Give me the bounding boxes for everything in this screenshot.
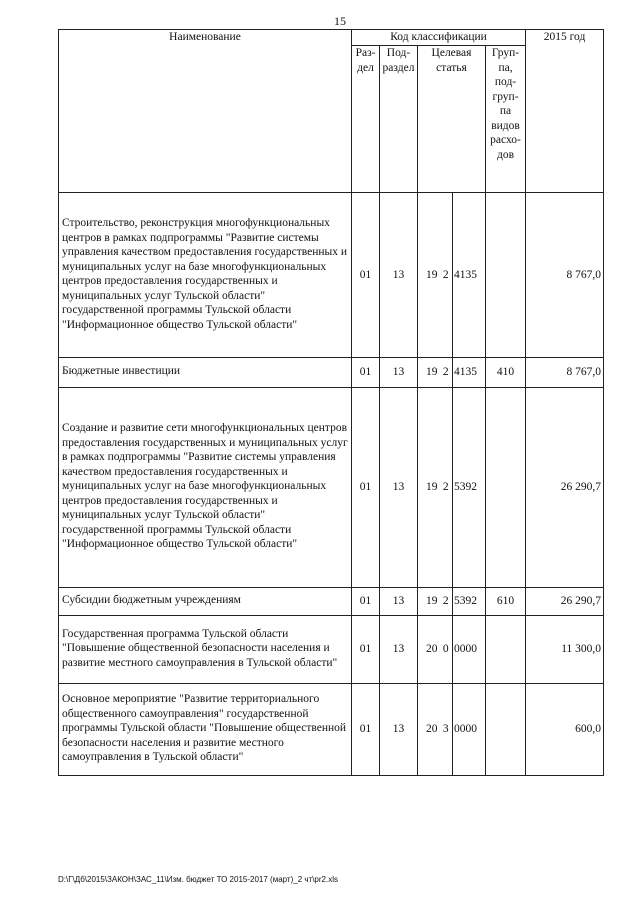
table-row <box>59 616 604 684</box>
row-razdel: 01 <box>352 616 380 684</box>
row-target-part2: 2 <box>440 193 453 358</box>
row-expense-group: 610 <box>486 588 526 616</box>
row-target-part2: 0 <box>440 616 453 684</box>
row-name: Основное мероприятие "Развитие территориального общественного самоуправления" государственной программы Тульской области "Повышение общественной безопасности населения и развитие местного самоуправления в Тульской области" <box>59 684 352 776</box>
row-podrazdel: 13 <box>380 616 418 684</box>
header-year: 2015 год <box>526 30 604 193</box>
row-podrazdel: 13 <box>380 588 418 616</box>
row-amount: 8 767,0 <box>526 358 604 388</box>
row-podrazdel: 13 <box>380 193 418 358</box>
row-expense-group <box>486 616 526 684</box>
row-target-part3: 5392 <box>453 588 486 616</box>
header-section: Раз- дел <box>352 46 380 193</box>
table-row <box>59 588 604 616</box>
row-target-part1: 19 <box>418 388 440 588</box>
row-target-part3: 0000 <box>453 684 486 776</box>
page-number: 15 <box>334 14 346 28</box>
row-amount: 11 300,0 <box>526 616 604 684</box>
row-razdel: 01 <box>352 193 380 358</box>
row-razdel: 01 <box>352 684 380 776</box>
header-row <box>59 30 604 46</box>
row-target-part2: 2 <box>440 358 453 388</box>
row-target-part1: 19 <box>418 193 440 358</box>
table-row <box>59 684 604 776</box>
row-name: Создание и развитие сети многофункциональных центров предоставления государственных и муниципальных услуг в рамках подпрограммы "Развитие системы управления качеством предоставления государственных и муниципальных услуг на базе многофункциональных центров предоставления государственных и муниципальных услуг Тульской области" государственной программы Тульской области "Информационное общество Тульской области" <box>59 388 352 588</box>
row-target-part3: 4135 <box>453 358 486 388</box>
row-name: Государственная программа Тульской области "Повышение общественной безопасности населения и развитие местного самоуправления в Тульской области" <box>59 616 352 684</box>
row-podrazdel: 13 <box>380 358 418 388</box>
budget-table <box>58 29 604 776</box>
row-podrazdel: 13 <box>380 388 418 588</box>
table-row <box>59 388 604 588</box>
row-target-part1: 20 <box>418 684 440 776</box>
row-target-part1: 20 <box>418 616 440 684</box>
row-expense-group <box>486 684 526 776</box>
row-name: Строительство, реконструкция многофункциональных центров в рамках подпрограммы "Развитие системы управления качеством предоставления государственных и муниципальных услуг на базе многофункциональных центров предоставления государственных и муниципальных услуг Тульской области" государственной программы Тульской области "Информационное общество Тульской области" <box>59 193 352 358</box>
row-amount: 600,0 <box>526 684 604 776</box>
row-name: Бюджетные инвестиции <box>59 358 352 388</box>
row-target-part2: 3 <box>440 684 453 776</box>
row-amount: 26 290,7 <box>526 588 604 616</box>
row-target-part1: 19 <box>418 358 440 388</box>
row-target-part3: 0000 <box>453 616 486 684</box>
row-expense-group <box>486 388 526 588</box>
header-name: Наименование <box>59 30 352 193</box>
file-path-footer: D:\Г\Дб\2015\ЗАКОН\ЗАС_11\Изм. бюджет ТО 2015-2017 (март)_2 чт\pr2.xls <box>58 875 338 884</box>
header-target-item: Целевая статья <box>418 46 486 193</box>
table-row <box>59 193 604 358</box>
row-amount: 26 290,7 <box>526 388 604 588</box>
row-target-part2: 2 <box>440 388 453 588</box>
header-subsection: Под- раздел <box>380 46 418 193</box>
row-razdel: 01 <box>352 388 380 588</box>
row-target-part2: 2 <box>440 588 453 616</box>
row-name: Субсидии бюджетным учреждениям <box>59 588 352 616</box>
row-target-part3: 5392 <box>453 388 486 588</box>
row-target-part3: 4135 <box>453 193 486 358</box>
row-target-part1: 19 <box>418 588 440 616</box>
row-razdel: 01 <box>352 358 380 388</box>
row-razdel: 01 <box>352 588 380 616</box>
header-expense-group: Груп- па, под- груп- па видов расхо- дов <box>486 46 526 193</box>
header-classification-code: Код классификации <box>352 30 526 46</box>
row-amount: 8 767,0 <box>526 193 604 358</box>
row-podrazdel: 13 <box>380 684 418 776</box>
row-expense-group: 410 <box>486 358 526 388</box>
row-expense-group <box>486 193 526 358</box>
table-row <box>59 358 604 388</box>
